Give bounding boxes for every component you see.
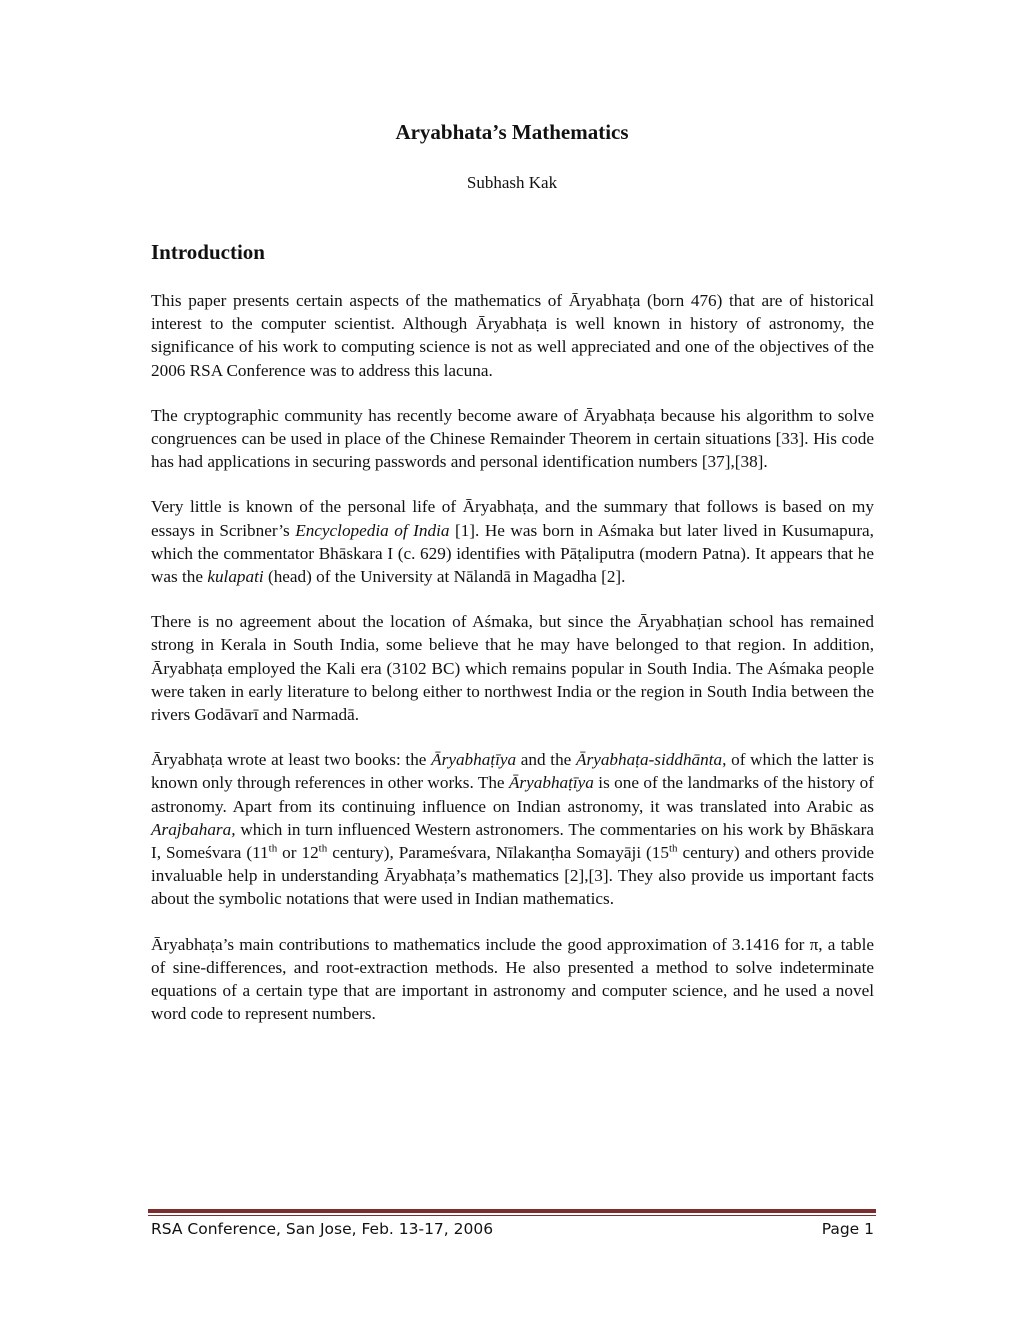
footer-rule-thick bbox=[148, 1209, 876, 1213]
arabic-title-arajbahara: Arajbahara, bbox=[151, 819, 236, 839]
paragraph-3-text-a: Very little is known of the personal life of Āryabhaṭa, and the summary that follows is based on my essays in Scribner’s bbox=[151, 497, 874, 540]
body-text bbox=[151, 289, 874, 1047]
footer-page-number: Page 1 bbox=[821, 1220, 874, 1238]
paragraph-5-text-i: which in turn influenced Western astronomers. The commentaries on his work by Bhāskara I, Someśvara (11 bbox=[151, 819, 874, 863]
paragraph-3-text-c: [1]. He was born in Aśmaka but later lived in Kusumapura, which the commentator Bhāskara I (c. 629) identifies with Pāṭaliputra (modern Patna). It appears that he was the bbox=[151, 520, 874, 587]
paragraph-5-text-g: is one of the landmarks of the history of astronomy. Apart from its continuing influence on Indian astronomy, it was translated into Arabic as bbox=[151, 773, 874, 816]
paragraph-3-text-e: (head) of the University at Nālandā in Magadha [2]. bbox=[263, 567, 626, 587]
section-heading-introduction: Introduction bbox=[151, 240, 265, 264]
superscript-th-2: th bbox=[318, 842, 328, 855]
author-name: Subhash Kak bbox=[466, 173, 558, 192]
paragraph-1: This paper presents certain aspects of the mathematics of Āryabhaṭa (born 476) that are of historical interest to the computer scientist. Although Āryabhaṭa is well known in history of astronomy, the significance of his work to computing science is not as well appreciated and one of the objectives of the 2006 RSA Conference was to address this lacuna. bbox=[151, 291, 874, 380]
paragraph-5-text-k: century), Parameśvara, Nīlakanṭha Somayāji (15 bbox=[327, 843, 669, 863]
footer-rule-thin bbox=[148, 1215, 876, 1216]
paragraph-2: The cryptographic community has recently become aware of Āryabhaṭa because his algorithm to solve congruences can be used in place of the Chinese Remainder Theorem in certain situations [33]. His code has had applications in securing passwords and personal identification numbers [37],[38]. bbox=[151, 405, 874, 472]
page-footer bbox=[151, 1220, 874, 1238]
superscript-th-3: th bbox=[668, 842, 678, 855]
paragraph-5-text-j: or 12 bbox=[277, 843, 319, 863]
kulapati-term: kulapati bbox=[207, 567, 264, 587]
paragraph-5-text-a: Āryabhaṭa wrote at least two books: the bbox=[151, 750, 432, 770]
paragraph-5 bbox=[151, 748, 874, 910]
book-title-siddhanta: Āryabhaṭa-siddhānta bbox=[576, 750, 723, 770]
paragraph-5-text-c: and the bbox=[516, 750, 577, 770]
paragraph-4: There is no agreement about the location of Aśmaka, but since the Āryabhaṭian school has remained strong in Kerala in South India, some believe that he may have belonged to that region. In addition, Āryabhaṭa employed the Kali era (3102 BC) which remains popular in South India. The Aśmaka people were taken in early literature to belong either to northwest India or the region in South India between the rivers Godāvarī and Narmadā. bbox=[151, 612, 874, 725]
paper-title: Aryabhata’s Mathematics bbox=[395, 120, 629, 144]
encyclopedia-title: Encyclopedia of India bbox=[295, 520, 450, 540]
paragraph-5-text-e: , of which the latter is known only through references in other works. The bbox=[151, 750, 874, 793]
footer-conference: RSA Conference, San Jose, Feb. 13-17, 2006 bbox=[151, 1220, 494, 1238]
paragraph-6: Āryabhaṭa’s main contributions to mathematics include the good approximation of 3.1416 for π, a table of sine-differences, and root-extraction methods. He also presented a method to solve indeterminate equations of a certain type that are important in astronomy and computer science, and he used a novel word code to represent numbers. bbox=[151, 934, 874, 1024]
book-title-aryabhatiya: Āryabhaṭīya bbox=[431, 750, 517, 770]
paragraph-3 bbox=[151, 495, 874, 588]
paragraph-5-text-l: century) and others provide invaluable help in understanding Āryabhaṭa’s mathematics [2],[3]. They also provide us important facts about the symbolic notations that were used in Indian mathematics. bbox=[151, 843, 874, 909]
book-title-aryabhatiya-2: Āryabhaṭīya bbox=[508, 773, 594, 793]
superscript-th-1: th bbox=[268, 842, 278, 855]
